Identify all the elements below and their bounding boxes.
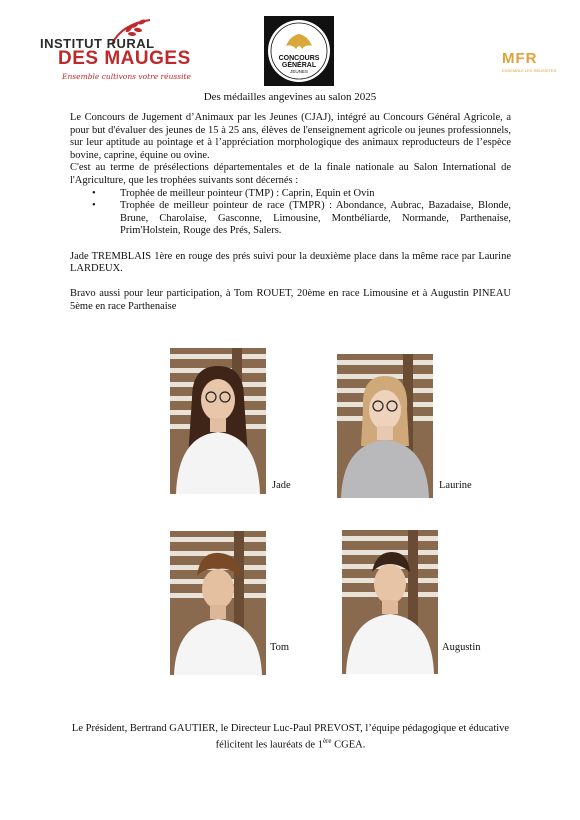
trophy-item: • Trophée de meilleur pointeur de race (TMPR) : Abondance, Aubrac, Bazadaise, Blonde, Brune, Charolaise, Gasconne, Limousine, Montbéliarde, Normande, Parthenaise, Prim'Holstein, Rouge des Prés, Salers. — [70, 200, 511, 238]
photo-augustin — [342, 530, 438, 674]
mfr-logo-tagline: ENSEMBLE LES RÉUSSITES — [502, 68, 557, 73]
closing-text: Le Président, Bertrand GAUTIER, le Directeur Luc-Paul PREVOST, l’équipe pédagogique et éducative félicitent les lauréats de 1 — [71, 723, 510, 751]
institut-logo-tagline: Ensemble cultivons votre réussite — [62, 72, 191, 81]
intro-paragraph: Le Concours de Jugement d’Animaux par les Jeunes (CJAJ), intégré au Concours Général Agricole, a pour but d'évaluer des jeunes de 15 à 25 ans, élèves de l'enseignement agricole ou jeunes professionnels, sur leur aptitude au pointage et à l’appréciation morphologique des animaux reproducteurs de l’espèce bovine, caprine, équine ou ovine. — [70, 112, 511, 161]
mfr-logo-name: MFR — [502, 50, 538, 67]
mfr-logo — [502, 50, 566, 80]
institut-logo-line2: DES MAUGES — [58, 48, 191, 69]
photo-jade — [170, 348, 266, 494]
svg-text:GÉNÉRAL: GÉNÉRAL — [281, 62, 317, 69]
document-title: Des médailles angevines au salon 2025 — [203, 91, 377, 103]
closing-superscript: ère — [322, 737, 332, 745]
svg-text:CONCOURS: CONCOURS — [278, 55, 320, 62]
trophy-item: • Trophée de meilleur pointeur (TMP) : Caprin, Equin et Ovin — [70, 188, 511, 201]
photo-laurine — [337, 354, 433, 498]
caption-laurine: Laurine — [439, 480, 472, 491]
closing-tail: CGEA. — [331, 739, 366, 751]
caption-jade: Jade — [272, 480, 291, 491]
caption-augustin: Augustin — [442, 642, 481, 653]
photo-tom — [170, 531, 266, 675]
caption-tom: Tom — [270, 642, 290, 653]
closing-paragraph — [70, 722, 511, 752]
concours-general-logo — [264, 16, 334, 86]
result-paragraph-1: Jade TREMBLAIS 1ère en rouge des prés suivi pour la deuxième place dans la même race par Laurine LARDEUX. — [70, 250, 511, 275]
institut-rural-logo — [40, 16, 190, 82]
svg-text:JEUNES: JEUNES — [290, 69, 308, 74]
institut-logo-line1: INSTITUT RURAL — [40, 36, 155, 51]
intro-paragraph-2: C'est au terme de présélections départementales et de la finale nationale au Salon International de l'Agriculture, que les trophées suivants sont décernés : — [70, 162, 511, 186]
document-body — [70, 112, 511, 314]
trophy-list — [70, 188, 511, 238]
result-paragraph-2: Bravo aussi pour leur participation, à Tom ROUET, 20ème en race Limousine et à Augustin PINEAU 5ème en race Parthenaise — [70, 288, 511, 312]
